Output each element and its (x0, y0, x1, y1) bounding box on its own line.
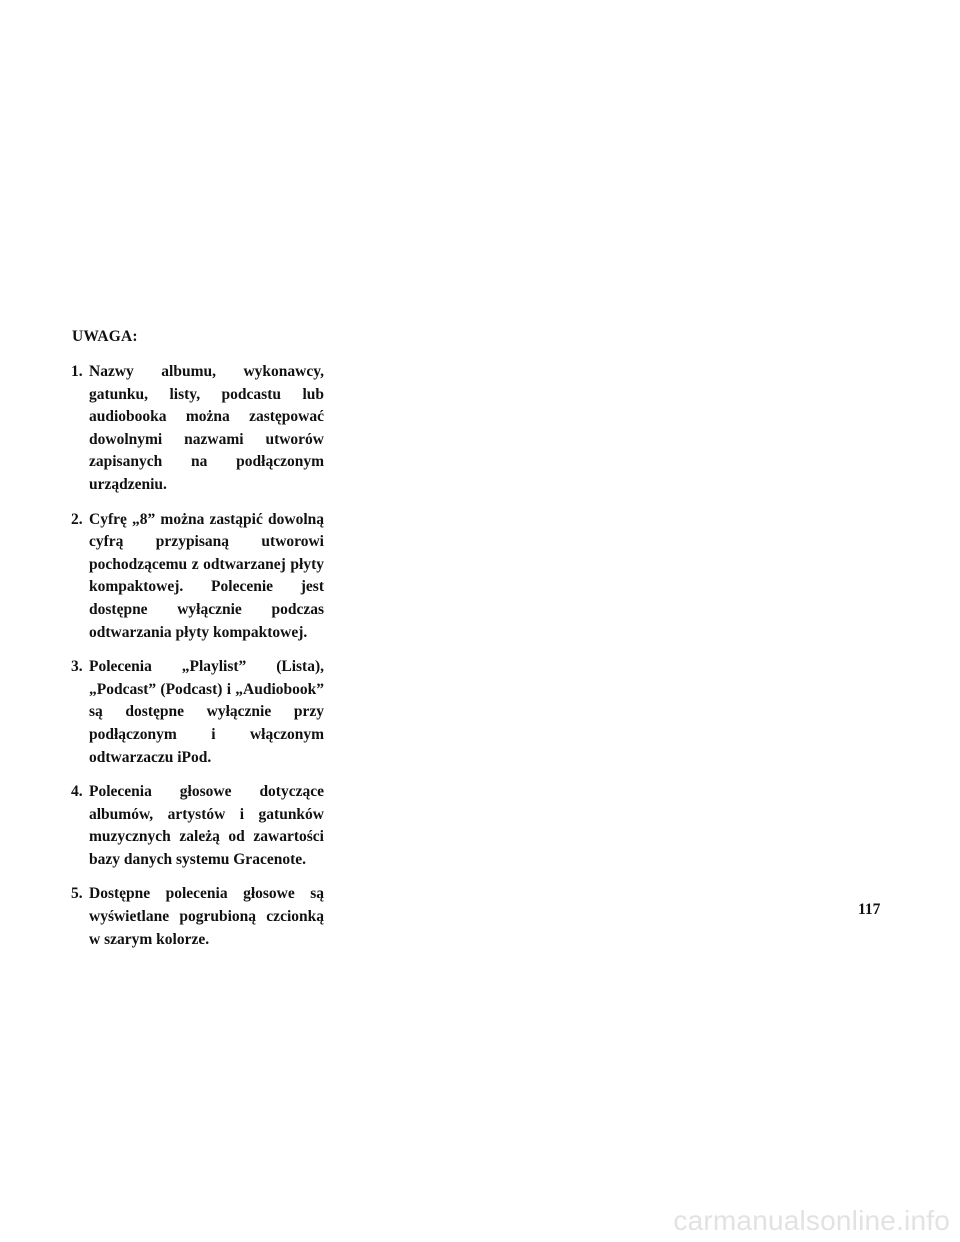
note-item-number: 2. (71, 510, 83, 528)
note-item-3 (72, 656, 324, 769)
page-number: 117 (858, 901, 881, 918)
note-item-5 (72, 883, 324, 951)
note-heading: UWAGA: (72, 328, 138, 345)
note-item-text: Polecenia „Playlist” (Lista), „Podcast” (Podcast) i „Audiobook” są dostępne wyłącznie przy podłączonym i włączonym odtwarzaczu iPod. (89, 658, 324, 766)
note-item-text: Cyfrę „8” można zastąpić dowolną cyfrą przypisaną utworowi pochodzącemu z odtwarzanej płyty kompaktowej. Polecenie jest dostępne wyłącznie podczas odtwarzania płyty kompaktowej. (89, 510, 324, 641)
watermark: carmanualsonline.info (673, 1205, 950, 1236)
note-item-number: 3. (71, 658, 83, 676)
note-block (72, 326, 324, 963)
note-item-number: 4. (71, 783, 83, 801)
note-item-text: Nazwy albumu, wykonawcy, gatunku, listy, podcastu lub audiobooka można zastępować dowolnymi nazwami utworów zapisanych na podłączonym urządzeniu. (89, 363, 324, 493)
note-item-1 (72, 361, 324, 497)
note-item-2 (72, 509, 324, 645)
note-item-text: Polecenia głosowe dotyczące albumów, artystów i gatunków muzycznych zależą od zawartości bazy danych systemu Gracenote. (89, 783, 324, 868)
note-item-4 (72, 781, 324, 871)
note-list (72, 361, 324, 951)
note-item-number: 1. (71, 363, 83, 380)
note-item-number: 5. (71, 885, 83, 903)
note-item-text: Dostępne polecenia głosowe są wyświetlane pogrubioną czcionką w szarym kolorze. (89, 885, 324, 948)
